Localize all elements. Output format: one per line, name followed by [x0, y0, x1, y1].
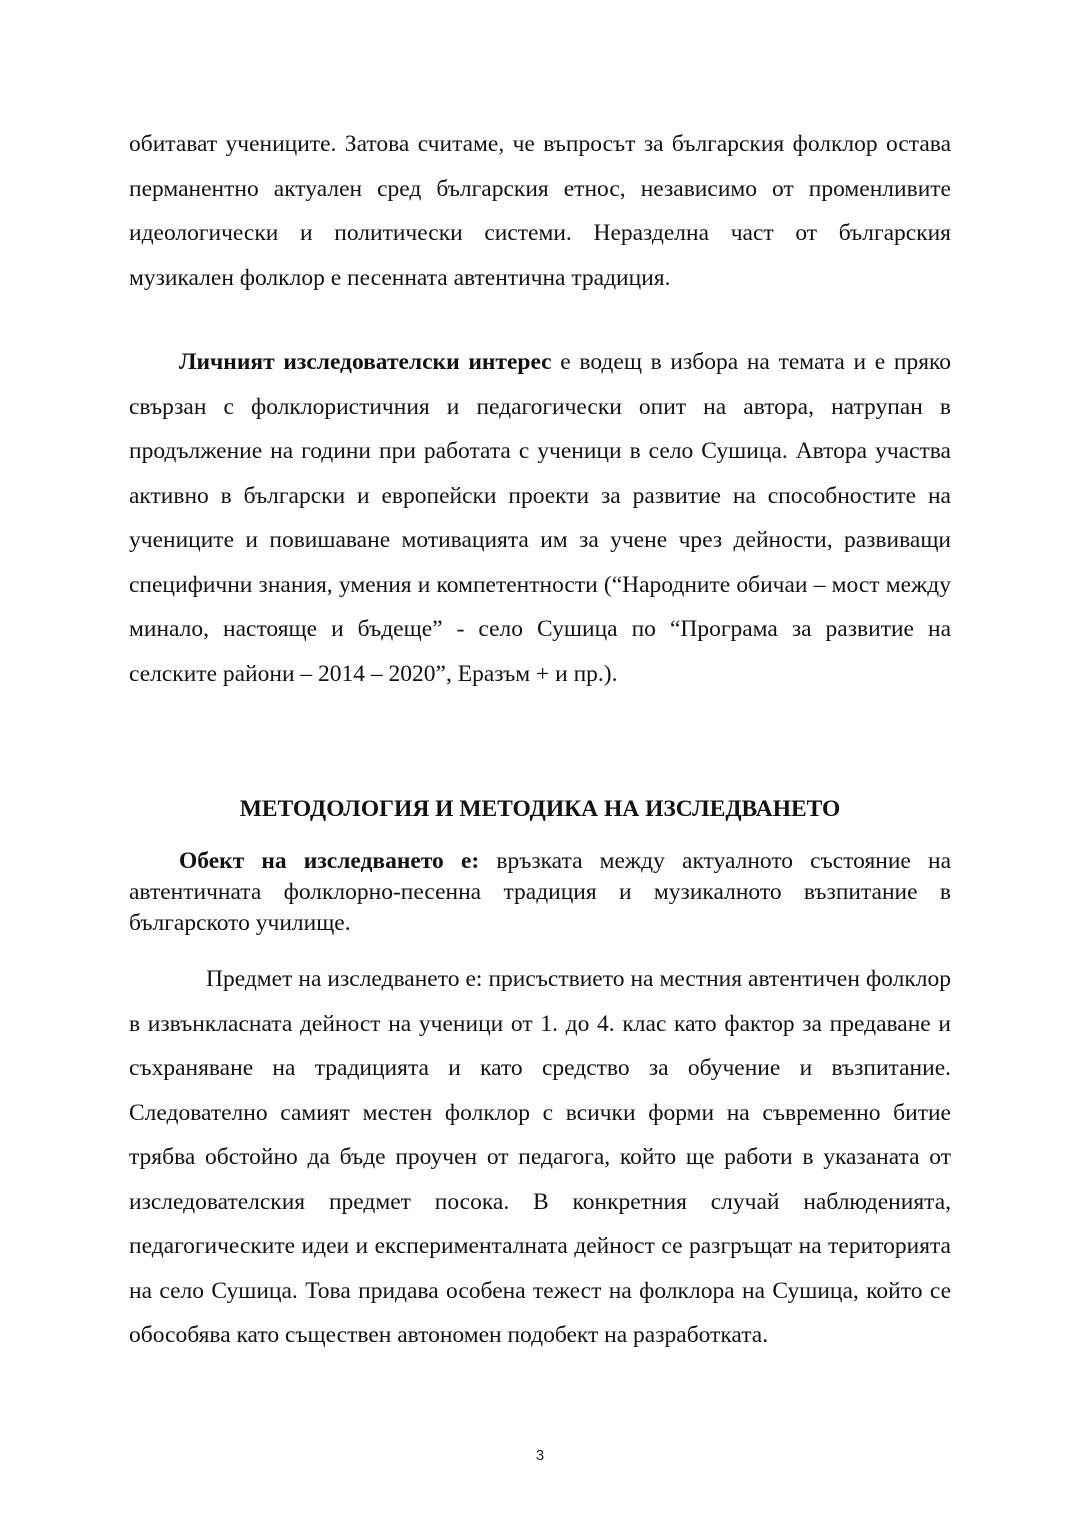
paragraph-research-subject — [129, 957, 951, 1358]
bold-lead-research-interest: Личният изследователски интерес — [179, 349, 552, 375]
paragraph-text: Предмет на изследването е: присъствието на местния автентичен фолклор в извънкласната дейност на ученици от 1. до 4. клас като фактор за предаване и съхраняване на традицията и като средство за обучение и възпитание. Следователно самият местен фолклор с всички форми на съвременно битие трябва обстойно да бъде проучен от педагога, който ще работи в указаната от изследователския предмет посока. В конкретния случай наблюденията, педагогическите идеи и експерименталната дейност се разгръщат на територията на село Сушица. Това придава особена тежест на фолклора на Сушица, който се обособява като съществен автономен подобект на разработката. — [129, 966, 951, 1348]
paragraph-students-folklore — [129, 122, 951, 300]
paragraph-text: е водещ в избора на темата и е пряко свързан с фолклористичния и педагогически опит на автора, натрупан в продължение на години при работата с ученици в село Сушица. Автора участва активно в български и европейски проекти за развитие на способностите на учениците и повишаване мотивацията им за учене чрез дейности, развиващи специфични знания, умения и компетентности (“Народните обичаи – мост между минало, настояще и бъдеще” - село Сушица по “Програма за развитие на селските райони – 2014 – 2020”, Еразъм + и пр.). — [129, 349, 952, 687]
paragraph-text: обитават учениците. Затова считаме, че въпросът за българския фолклор остава перманентно актуален сред българския етнос, независимо от променливите идеологически и политически системи. Неразделна част от българския музикален фолклор е песенната автентична традиция. — [129, 131, 951, 291]
paragraph-research-object — [129, 846, 951, 939]
paragraph-text: връзката между актуалното състояние на автентичната фолклорно-песенна традиция и музикалното възпитание в българското училище. — [129, 848, 951, 936]
document-page — [129, 0, 951, 1527]
section-heading: МЕТОДОЛОГИЯ И МЕТОДИКА НА ИЗСЛЕДВАНЕТО — [239, 796, 841, 822]
page-number: 3 — [535, 1447, 545, 1464]
paragraph-research-interest — [129, 340, 951, 696]
bold-lead-research-object: Обект на изследването е: — [179, 848, 480, 874]
